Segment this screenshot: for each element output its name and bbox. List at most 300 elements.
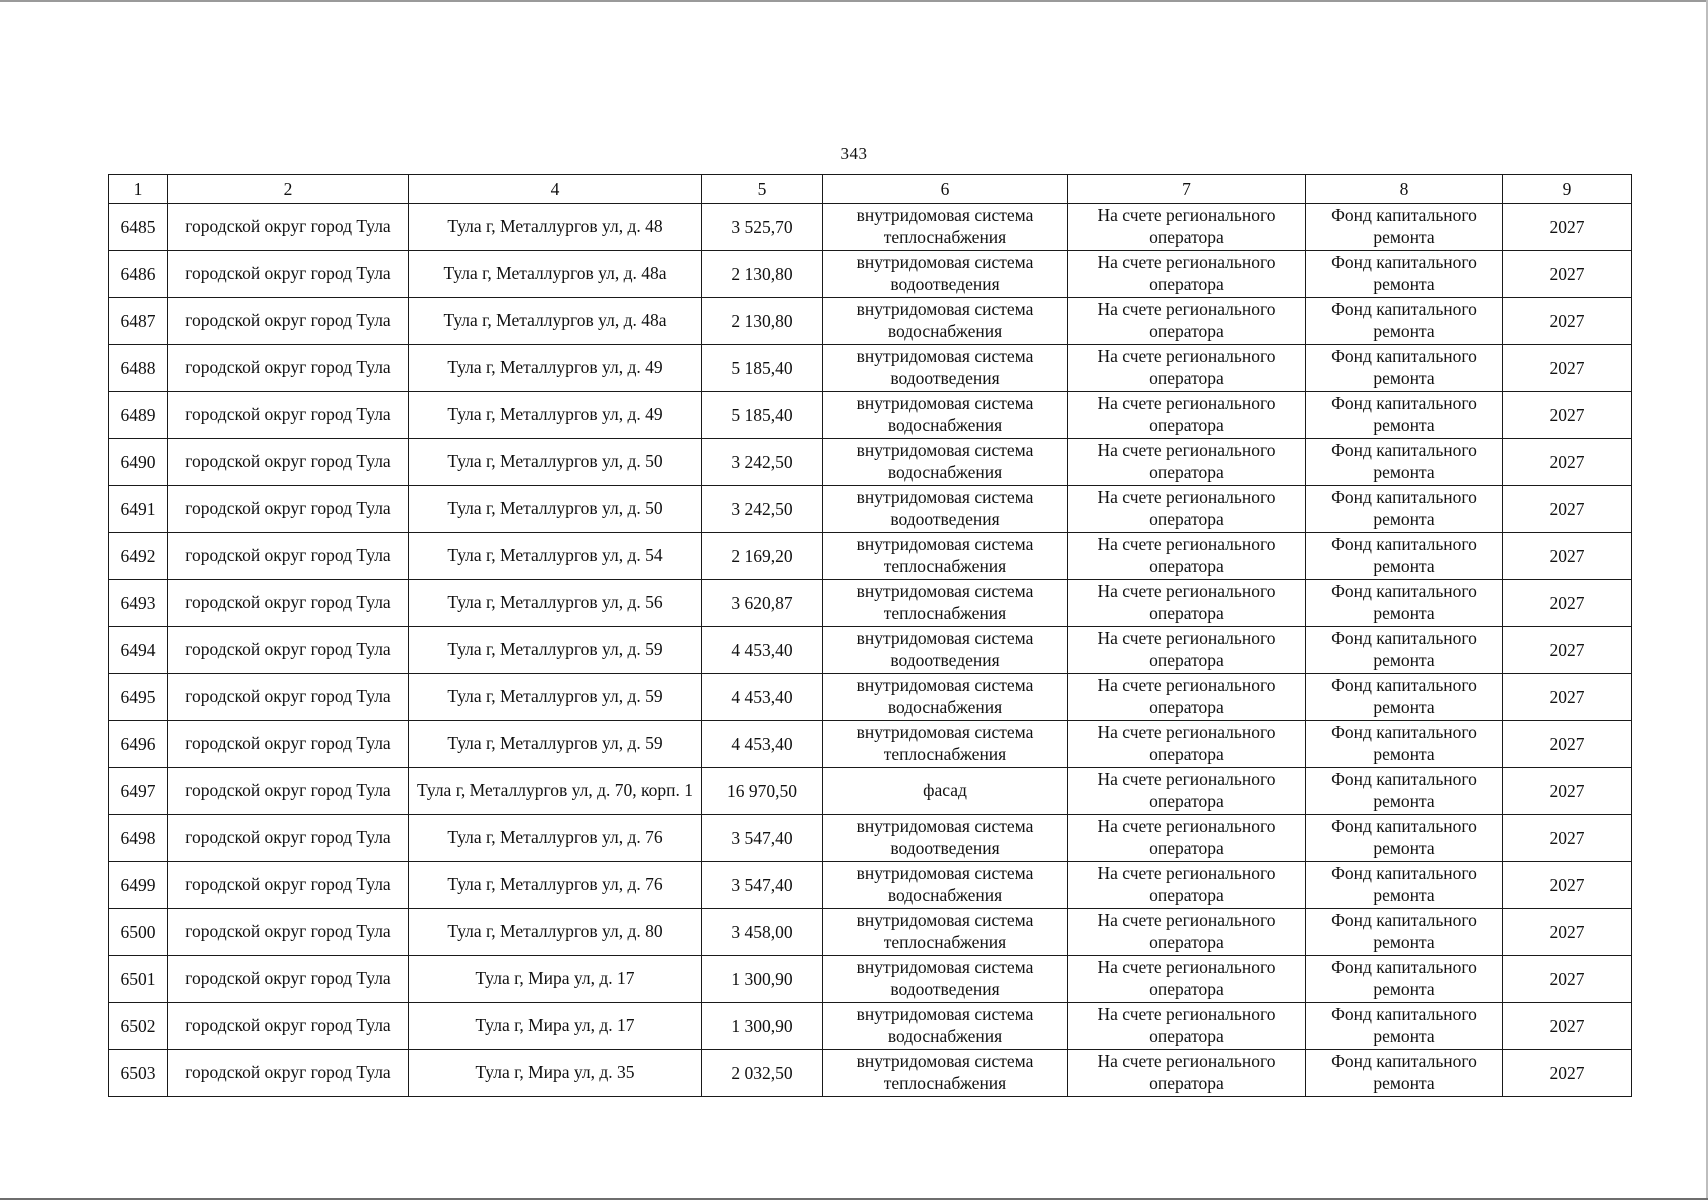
account-method-cell-text: На счете регионального оператора [1097, 628, 1276, 670]
work-type-cell-text: фасад [923, 780, 967, 800]
column-number-row [109, 175, 1632, 204]
municipality-cell [168, 392, 409, 439]
address-cell [409, 298, 702, 345]
table-row [109, 1050, 1632, 1097]
work-type-cell [823, 956, 1068, 1003]
area-cell-text: 2 130,80 [731, 263, 793, 284]
area-cell-text: 3 525,70 [731, 216, 793, 237]
work-type-cell [823, 580, 1068, 627]
funding-source-cell-text: Фонд капитального ремонта [1331, 1004, 1477, 1046]
funding-source-cell-text: Фонд капитального ремонта [1331, 1051, 1477, 1093]
column-header-5: 5 [702, 175, 823, 204]
account-method-cell [1068, 345, 1306, 392]
area-cell-text: 4 453,40 [731, 686, 793, 707]
address-cell [409, 345, 702, 392]
funding-source-cell-text: Фонд капитального ремонта [1331, 816, 1477, 858]
municipality-cell [168, 1050, 409, 1097]
planned-year-cell-text: 2027 [1549, 639, 1585, 660]
account-method-cell [1068, 439, 1306, 486]
table-row [109, 909, 1632, 956]
account-method-cell [1068, 298, 1306, 345]
funding-source-cell [1306, 392, 1503, 439]
row-number-cell-text: 6493 [120, 592, 156, 613]
planned-year-cell [1503, 1003, 1632, 1050]
funding-source-cell [1306, 956, 1503, 1003]
area-cell-text: 4 453,40 [731, 639, 793, 660]
account-method-cell-text: На счете регионального оператора [1097, 816, 1276, 858]
row-number-cell-text: 6485 [120, 216, 156, 237]
work-type-cell-text: внутридомовая система теплоснабжения [856, 1051, 1034, 1093]
column-header-6: 6 [823, 175, 1068, 204]
row-number-cell-text: 6502 [120, 1015, 156, 1036]
municipality-cell [168, 439, 409, 486]
municipality-cell [168, 580, 409, 627]
planned-year-cell-text: 2027 [1549, 968, 1585, 989]
area-cell [702, 627, 823, 674]
area-cell [702, 909, 823, 956]
account-method-cell-text: На счете регионального оператора [1097, 205, 1276, 247]
planned-year-cell-text: 2027 [1549, 1062, 1585, 1083]
column-header-9: 9 [1503, 175, 1632, 204]
area-cell [702, 956, 823, 1003]
work-type-cell [823, 768, 1068, 815]
row-number-cell [109, 862, 168, 909]
address-cell-text: Тула г, Металлургов ул, д. 48а [443, 310, 667, 330]
table-row [109, 439, 1632, 486]
planned-year-cell [1503, 627, 1632, 674]
area-cell [702, 674, 823, 721]
work-type-cell [823, 298, 1068, 345]
work-type-cell-text: внутридомовая система водоотведения [856, 628, 1034, 670]
row-number-cell-text: 6488 [120, 357, 156, 378]
row-number-cell [109, 392, 168, 439]
planned-year-cell [1503, 862, 1632, 909]
table-row [109, 345, 1632, 392]
area-cell-text: 3 547,40 [731, 874, 793, 895]
row-number-cell-text: 6494 [120, 639, 156, 660]
planned-year-cell [1503, 721, 1632, 768]
funding-source-cell [1306, 674, 1503, 721]
table-body [109, 204, 1632, 1097]
municipality-cell-text: городской округ город Тула [185, 263, 391, 283]
work-type-cell-text: внутридомовая система водоотведения [856, 346, 1034, 388]
table-row [109, 1003, 1632, 1050]
area-cell-text: 3 620,87 [731, 592, 793, 613]
work-type-cell-text: внутридомовая система теплоснабжения [856, 205, 1034, 247]
funding-source-cell [1306, 768, 1503, 815]
area-cell-text: 2 169,20 [731, 545, 793, 566]
address-cell [409, 204, 702, 251]
account-method-cell [1068, 721, 1306, 768]
area-cell-text: 3 242,50 [731, 498, 793, 519]
work-type-cell-text: внутридомовая система теплоснабжения [856, 581, 1034, 623]
account-method-cell [1068, 251, 1306, 298]
area-cell-text: 2 032,50 [731, 1062, 793, 1083]
address-cell-text: Тула г, Металлургов ул, д. 49 [447, 404, 663, 424]
column-header-2: 2 [168, 175, 409, 204]
funding-source-cell [1306, 298, 1503, 345]
area-cell [702, 298, 823, 345]
account-method-cell [1068, 486, 1306, 533]
funding-source-cell [1306, 1050, 1503, 1097]
row-number-cell [109, 580, 168, 627]
account-method-cell-text: На счете регионального оператора [1097, 252, 1276, 294]
row-number-cell [109, 627, 168, 674]
address-cell-text: Тула г, Металлургов ул, д. 59 [447, 686, 663, 706]
account-method-cell-text: На счете регионального оператора [1097, 440, 1276, 482]
municipality-cell [168, 204, 409, 251]
area-cell [702, 1050, 823, 1097]
work-type-cell-text: внутридомовая система водоотведения [856, 487, 1034, 529]
table-row [109, 251, 1632, 298]
account-method-cell [1068, 392, 1306, 439]
work-type-cell [823, 533, 1068, 580]
municipality-cell-text: городской округ город Тула [185, 733, 391, 753]
planned-year-cell [1503, 674, 1632, 721]
address-cell [409, 251, 702, 298]
funding-source-cell-text: Фонд капитального ремонта [1331, 440, 1477, 482]
municipality-cell [168, 862, 409, 909]
work-type-cell-text: внутридомовая система водоснабжения [856, 393, 1034, 435]
funding-source-cell-text: Фонд капитального ремонта [1331, 346, 1477, 388]
row-number-cell [109, 1050, 168, 1097]
address-cell-text: Тула г, Мира ул, д. 17 [475, 1015, 635, 1035]
planned-year-cell [1503, 580, 1632, 627]
account-method-cell-text: На счете регионального оператора [1097, 910, 1276, 952]
work-type-cell [823, 392, 1068, 439]
planned-year-cell [1503, 439, 1632, 486]
address-cell [409, 486, 702, 533]
row-number-cell-text: 6489 [120, 404, 156, 425]
account-method-cell-text: На счете регионального оператора [1097, 769, 1276, 811]
column-header-1: 1 [109, 175, 168, 204]
planned-year-cell-text: 2027 [1549, 404, 1585, 425]
planned-year-cell [1503, 251, 1632, 298]
address-cell [409, 956, 702, 1003]
table-row [109, 204, 1632, 251]
work-type-cell [823, 345, 1068, 392]
funding-source-cell-text: Фонд капитального ремонта [1331, 299, 1477, 341]
row-number-cell [109, 439, 168, 486]
municipality-cell-text: городской округ город Тула [185, 216, 391, 236]
account-method-cell-text: На счете регионального оператора [1097, 1051, 1276, 1093]
area-cell [702, 862, 823, 909]
area-cell-text: 3 242,50 [731, 451, 793, 472]
area-cell-text: 3 458,00 [731, 921, 793, 942]
address-cell [409, 815, 702, 862]
area-cell [702, 251, 823, 298]
table-row [109, 486, 1632, 533]
work-type-cell-text: внутридомовая система водоснабжения [856, 863, 1034, 905]
address-cell [409, 1050, 702, 1097]
row-number-cell [109, 674, 168, 721]
planned-year-cell-text: 2027 [1549, 780, 1585, 801]
planned-year-cell-text: 2027 [1549, 874, 1585, 895]
funding-source-cell-text: Фонд капитального ремонта [1331, 393, 1477, 435]
municipality-cell-text: городской округ город Тула [185, 498, 391, 518]
address-cell-text: Тула г, Металлургов ул, д. 49 [447, 357, 663, 377]
account-method-cell-text: На счете регионального оператора [1097, 957, 1276, 999]
row-number-cell-text: 6503 [120, 1062, 156, 1083]
planned-year-cell-text: 2027 [1549, 263, 1585, 284]
municipality-cell [168, 345, 409, 392]
work-type-cell [823, 627, 1068, 674]
account-method-cell-text: На счете регионального оператора [1097, 675, 1276, 717]
row-number-cell [109, 956, 168, 1003]
address-cell-text: Тула г, Металлургов ул, д. 59 [447, 639, 663, 659]
municipality-cell-text: городской округ город Тула [185, 310, 391, 330]
row-number-cell-text: 6487 [120, 310, 156, 331]
address-cell [409, 392, 702, 439]
municipality-cell [168, 1003, 409, 1050]
funding-source-cell [1306, 486, 1503, 533]
municipality-cell-text: городской округ город Тула [185, 545, 391, 565]
funding-source-cell-text: Фонд капитального ремонта [1331, 581, 1477, 623]
municipality-cell [168, 909, 409, 956]
table-row [109, 815, 1632, 862]
planned-year-cell [1503, 956, 1632, 1003]
address-cell [409, 674, 702, 721]
row-number-cell [109, 768, 168, 815]
account-method-cell [1068, 674, 1306, 721]
work-type-cell-text: внутридомовая система водоотведения [856, 957, 1034, 999]
address-cell-text: Тула г, Мира ул, д. 35 [475, 1062, 635, 1082]
funding-source-cell-text: Фонд капитального ремонта [1331, 487, 1477, 529]
area-cell-text: 1 300,90 [731, 968, 793, 989]
work-type-cell-text: внутридомовая система водоснабжения [856, 1004, 1034, 1046]
area-cell-text: 1 300,90 [731, 1015, 793, 1036]
work-type-cell [823, 251, 1068, 298]
area-cell-text: 3 547,40 [731, 827, 793, 848]
account-method-cell [1068, 1003, 1306, 1050]
work-type-cell [823, 862, 1068, 909]
account-method-cell-text: На счете регионального оператора [1097, 863, 1276, 905]
column-header-7: 7 [1068, 175, 1306, 204]
municipality-cell-text: городской округ город Тула [185, 968, 391, 988]
address-cell-text: Тула г, Мира ул, д. 17 [475, 968, 635, 988]
planned-year-cell-text: 2027 [1549, 1015, 1585, 1036]
address-cell-text: Тула г, Металлургов ул, д. 70, корп. 1 [417, 780, 693, 800]
account-method-cell [1068, 627, 1306, 674]
funding-source-cell [1306, 251, 1503, 298]
address-cell [409, 1003, 702, 1050]
row-number-cell [109, 1003, 168, 1050]
municipality-cell-text: городской округ город Тула [185, 404, 391, 424]
table-row [109, 580, 1632, 627]
address-cell [409, 862, 702, 909]
municipality-cell [168, 721, 409, 768]
row-number-cell-text: 6497 [120, 780, 156, 801]
planned-year-cell-text: 2027 [1549, 545, 1585, 566]
table-row [109, 862, 1632, 909]
account-method-cell-text: На счете регионального оператора [1097, 346, 1276, 388]
work-type-cell-text: внутридомовая система водоотведения [856, 816, 1034, 858]
municipality-cell-text: городской округ город Тула [185, 827, 391, 847]
municipality-cell [168, 768, 409, 815]
account-method-cell [1068, 1050, 1306, 1097]
address-cell-text: Тула г, Металлургов ул, д. 56 [447, 592, 663, 612]
planned-year-cell-text: 2027 [1549, 592, 1585, 613]
planned-year-cell-text: 2027 [1549, 216, 1585, 237]
row-number-cell [109, 815, 168, 862]
municipality-cell-text: городской округ город Тула [185, 639, 391, 659]
planned-year-cell [1503, 909, 1632, 956]
municipality-cell-text: городской округ город Тула [185, 592, 391, 612]
planned-year-cell-text: 2027 [1549, 733, 1585, 754]
municipality-cell [168, 627, 409, 674]
address-cell [409, 533, 702, 580]
row-number-cell [109, 486, 168, 533]
capital-repair-table [108, 174, 1632, 1097]
work-type-cell-text: внутридомовая система теплоснабжения [856, 722, 1034, 764]
area-cell [702, 204, 823, 251]
row-number-cell [109, 533, 168, 580]
municipality-cell-text: городской округ город Тула [185, 1062, 391, 1082]
planned-year-cell [1503, 392, 1632, 439]
funding-source-cell [1306, 204, 1503, 251]
funding-source-cell-text: Фонд капитального ремонта [1331, 534, 1477, 576]
funding-source-cell-text: Фонд капитального ремонта [1331, 957, 1477, 999]
municipality-cell [168, 251, 409, 298]
area-cell-text: 5 185,40 [731, 404, 793, 425]
planned-year-cell-text: 2027 [1549, 686, 1585, 707]
municipality-cell-text: городской округ город Тула [185, 874, 391, 894]
row-number-cell-text: 6496 [120, 733, 156, 754]
work-type-cell [823, 815, 1068, 862]
municipality-cell [168, 956, 409, 1003]
area-cell [702, 815, 823, 862]
area-cell [702, 580, 823, 627]
area-cell [702, 345, 823, 392]
account-method-cell [1068, 204, 1306, 251]
account-method-cell-text: На счете регионального оператора [1097, 722, 1276, 764]
work-type-cell [823, 1003, 1068, 1050]
address-cell-text: Тула г, Металлургов ул, д. 80 [447, 921, 663, 941]
planned-year-cell [1503, 768, 1632, 815]
area-cell [702, 486, 823, 533]
row-number-cell-text: 6490 [120, 451, 156, 472]
page-number: 343 [840, 144, 868, 163]
area-cell-text: 2 130,80 [731, 310, 793, 331]
funding-source-cell [1306, 1003, 1503, 1050]
row-number-cell-text: 6499 [120, 874, 156, 895]
municipality-cell-text: городской округ город Тула [185, 357, 391, 377]
address-cell-text: Тула г, Металлургов ул, д. 48 [447, 216, 663, 236]
address-cell-text: Тула г, Металлургов ул, д. 76 [447, 874, 663, 894]
row-number-cell-text: 6495 [120, 686, 156, 707]
row-number-cell-text: 6501 [120, 968, 156, 989]
area-cell [702, 721, 823, 768]
row-number-cell-text: 6491 [120, 498, 156, 519]
planned-year-cell [1503, 204, 1632, 251]
account-method-cell [1068, 909, 1306, 956]
work-type-cell-text: внутридомовая система водоснабжения [856, 299, 1034, 341]
address-cell [409, 580, 702, 627]
table-row [109, 721, 1632, 768]
table-row [109, 298, 1632, 345]
municipality-cell [168, 486, 409, 533]
planned-year-cell-text: 2027 [1549, 357, 1585, 378]
planned-year-cell [1503, 486, 1632, 533]
funding-source-cell-text: Фонд капитального ремонта [1331, 205, 1477, 247]
work-type-cell [823, 721, 1068, 768]
work-type-cell [823, 204, 1068, 251]
municipality-cell-text: городской округ город Тула [185, 780, 391, 800]
account-method-cell [1068, 862, 1306, 909]
row-number-cell [109, 298, 168, 345]
work-type-cell-text: внутридомовая система водоснабжения [856, 440, 1034, 482]
work-type-cell [823, 1050, 1068, 1097]
planned-year-cell [1503, 298, 1632, 345]
municipality-cell-text: городской округ город Тула [185, 1015, 391, 1035]
account-method-cell-text: На счете регионального оператора [1097, 1004, 1276, 1046]
funding-source-cell-text: Фонд капитального ремонта [1331, 675, 1477, 717]
municipality-cell-text: городской округ город Тула [185, 451, 391, 471]
account-method-cell-text: На счете регионального оператора [1097, 534, 1276, 576]
row-number-cell [109, 345, 168, 392]
table-row [109, 627, 1632, 674]
table-row [109, 768, 1632, 815]
area-cell [702, 533, 823, 580]
work-type-cell [823, 909, 1068, 956]
row-number-cell [109, 909, 168, 956]
work-type-cell [823, 486, 1068, 533]
row-number-cell [109, 251, 168, 298]
area-cell [702, 1003, 823, 1050]
row-number-cell-text: 6486 [120, 263, 156, 284]
funding-source-cell [1306, 815, 1503, 862]
account-method-cell-text: На счете регионального оператора [1097, 581, 1276, 623]
municipality-cell-text: городской округ город Тула [185, 686, 391, 706]
row-number-cell [109, 204, 168, 251]
address-cell-text: Тула г, Металлургов ул, д. 54 [447, 545, 663, 565]
funding-source-cell [1306, 439, 1503, 486]
row-number-cell-text: 6498 [120, 827, 156, 848]
planned-year-cell [1503, 1050, 1632, 1097]
column-header-4: 4 [409, 175, 702, 204]
planned-year-cell [1503, 815, 1632, 862]
area-cell [702, 439, 823, 486]
address-cell [409, 721, 702, 768]
work-type-cell [823, 674, 1068, 721]
funding-source-cell-text: Фонд капитального ремонта [1331, 769, 1477, 811]
address-cell-text: Тула г, Металлургов ул, д. 76 [447, 827, 663, 847]
municipality-cell [168, 298, 409, 345]
address-cell [409, 768, 702, 815]
address-cell [409, 627, 702, 674]
funding-source-cell [1306, 909, 1503, 956]
funding-source-cell-text: Фонд капитального ремонта [1331, 722, 1477, 764]
municipality-cell [168, 533, 409, 580]
account-method-cell [1068, 533, 1306, 580]
municipality-cell-text: городской округ город Тула [185, 921, 391, 941]
funding-source-cell [1306, 345, 1503, 392]
address-cell [409, 909, 702, 956]
area-cell [702, 768, 823, 815]
account-method-cell [1068, 815, 1306, 862]
planned-year-cell-text: 2027 [1549, 451, 1585, 472]
funding-source-cell [1306, 580, 1503, 627]
work-type-cell-text: внутридомовая система теплоснабжения [856, 534, 1034, 576]
address-cell-text: Тула г, Металлургов ул, д. 50 [447, 498, 663, 518]
table-row [109, 674, 1632, 721]
account-method-cell-text: На счете регионального оператора [1097, 299, 1276, 341]
table-row [109, 533, 1632, 580]
planned-year-cell-text: 2027 [1549, 498, 1585, 519]
work-type-cell-text: внутридомовая система водоотведения [856, 252, 1034, 294]
funding-source-cell-text: Фонд капитального ремонта [1331, 252, 1477, 294]
scan-edge-top [0, 0, 1708, 2]
